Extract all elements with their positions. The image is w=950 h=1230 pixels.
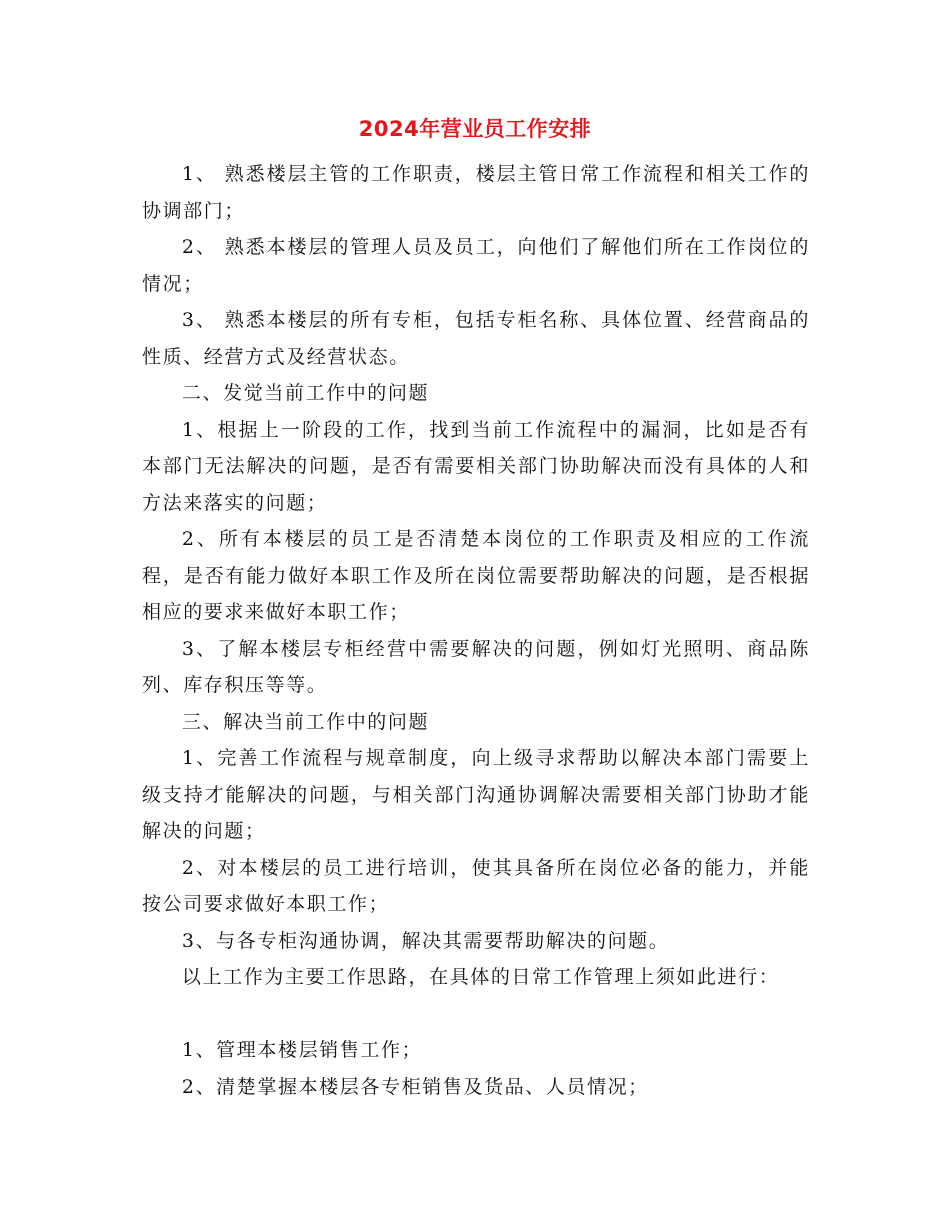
- paragraph-5: 2、所有本楼层的员工是否清楚本岗位的工作职责及相应的工作流程，是否有能力做好本职工作及所在岗位需要帮助解决的问题，是否根据相应的要求来做好本职工作；: [142, 528, 810, 623]
- paragraph-6: 3、了解本楼层专柜经营中需要解决的问题，例如灯光照明、商品陈列、库存积压等等。: [142, 637, 810, 696]
- paragraph-7: 1、完善工作流程与规章制度，向上级寻求帮助以解决本部门需要上级支持才能解决的问题，与相关部门沟通协调解决需要相关部门协助才能解决的问题；: [142, 747, 810, 842]
- paragraph-8: 2、对本楼层的员工进行培训，使其具备所在岗位必备的能力，并能按公司要求做好本职工作；: [142, 856, 810, 915]
- section-heading-3: 三、解决当前工作中的问题: [181, 710, 430, 733]
- blank-line: [142, 996, 810, 1033]
- paragraph-9: 3、与各专柜沟通协调，解决其需要帮助解决的问题。: [181, 929, 670, 952]
- document-body: [142, 156, 810, 1105]
- paragraph-2: 2、 熟悉本楼层的管理人员及员工，向他们了解他们所在工作岗位的情况；: [142, 236, 810, 295]
- paragraph-3: 3、 熟悉本楼层的所有专柜，包括专柜名称、具体位置、经营商品的性质、经营方式及经营状态。: [142, 309, 810, 368]
- paragraph-10: 以上工作为主要工作思路，在具体的日常工作管理上须如此进行：: [181, 966, 780, 988]
- paragraph-12: 2、清楚掌握本楼层各专柜销售及货品、人员情况；: [181, 1075, 649, 1098]
- section-heading-2: 二、发觉当前工作中的问题: [181, 382, 430, 404]
- paragraph-1: 1、 熟悉楼层主管的工作职责，楼层主管日常工作流程和相关工作的协调部门；: [142, 163, 810, 222]
- paragraph-11: 1、管理本楼层销售工作；: [181, 1039, 423, 1061]
- document-title: 2024年营业员工作安排: [358, 117, 592, 141]
- paragraph-4: 1、根据上一阶段的工作，找到当前工作流程中的漏洞，比如是否有本部门无法解决的问题，是否有需要相关部门协助解决而没有具体的人和方法来落实的问题；: [142, 418, 810, 514]
